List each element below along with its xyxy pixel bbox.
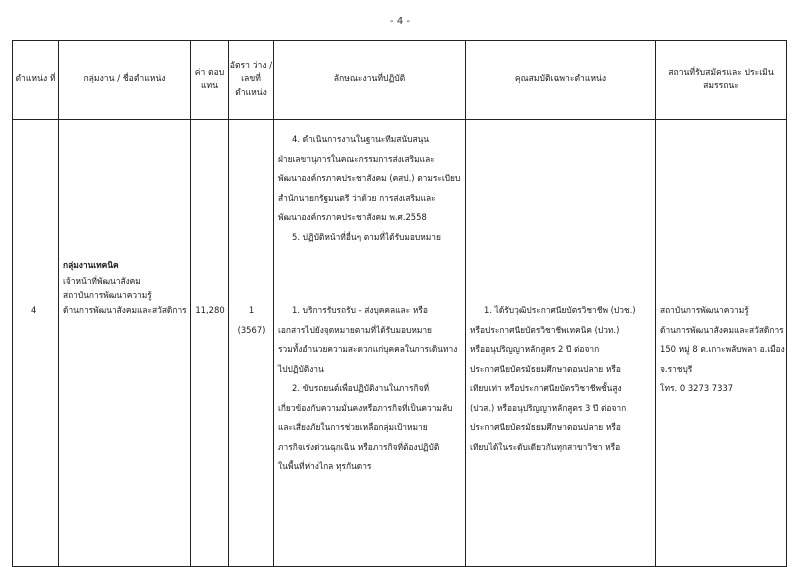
duty-line: ในพื้นที่ห่างไกล ทุรกันดาร <box>278 461 372 471</box>
duty-line: พัฒนาองค์กรภาคประชาสังคม พ.ศ.2558 <box>278 212 427 222</box>
duty-line: รวมทั้งอำนวยความสะดวกแก่บุคคลในการเดินทาง <box>278 344 458 354</box>
venue-cell <box>656 120 787 567</box>
qualification-line: (ปวส.) หรืออนุปริญญาหลักสูตร 3 ปี ต่อจาก <box>470 402 627 413</box>
duty-line: 2. ขับรถยนต์เพื่อปฏิบัติงานในภารกิจที่ <box>292 383 429 393</box>
qualification-line: หรือประกาศนียบัตรวิชาชีพเทคนิค (ปวท.) <box>470 324 620 335</box>
duty-line: ไปปฏิบัติงาน <box>278 363 324 374</box>
table-row <box>13 120 787 567</box>
qualification-line: เทียบได้ในระดับเดียวกันทุกสาขาวิชา หรือ <box>470 441 621 452</box>
vacancy-count: 1 <box>248 305 255 315</box>
duty-line: 4. ดำเนินการงานในฐานะทีมสนับสนุน <box>292 134 430 144</box>
qualification-line: หรืออนุปริญญาหลักสูตร 2 ปี ต่อจาก <box>470 344 600 354</box>
qualification-line: ประกาศนียบัตรมัธยมศึกษาตอนปลาย หรือ <box>470 422 621 432</box>
venue-line: โทร. 0 3273 7337 <box>660 383 734 393</box>
title-line: ด้านการพัฒนาสังคมและสวัสดิการ <box>63 304 187 315</box>
venue-line: สถาบันการพัฒนาความรู้ <box>660 305 749 315</box>
wage-cell <box>191 120 229 567</box>
duties-cell <box>274 120 466 567</box>
header-venue: สถานที่รับสมัครและ ประเมินสมรรถนะ <box>656 41 787 120</box>
duty-line: สำนักนายกรัฐมนตรี ว่าด้วย การส่งเสริมและ <box>278 192 436 203</box>
venue-line: จ.ราชบุรี <box>660 363 693 374</box>
table-header-row <box>13 41 787 120</box>
group-title-cell <box>59 120 191 567</box>
header-wage: ค่า ตอบ แทน <box>191 41 229 120</box>
group-name: กลุ่มงานเทคนิค <box>63 260 119 270</box>
page-number: - 4 - <box>390 16 410 27</box>
duty-line: 5. ปฏิบัติหน้าที่อื่นๆ ตามที่ได้รับมอบหมาย <box>292 231 441 242</box>
position-no: 4 <box>31 305 37 315</box>
duty-line: และเสี่ยงภัยในการช่วยเหลือกลุ่มเป้าหมาย <box>278 422 428 432</box>
vacancy-cell <box>229 120 274 567</box>
header-group-title: กลุ่มงาน / ชื่อตำแหน่ง <box>59 41 191 120</box>
wage-value: 11,280 <box>195 305 225 315</box>
duty-line: 1. บริการรับรถรับ - ส่งบุคคลและ หรือ <box>292 305 428 315</box>
duty-line: ฝ่ายเลขานุการในคณะกรรมการส่งเสริมและ <box>278 153 435 164</box>
position-no-cell <box>13 120 59 567</box>
title-line: เจ้าหน้าที่พัฒนาสังคม <box>63 275 141 286</box>
duty-line: เอกสารไปยังจุดหมายตามที่ได้รับมอบหมาย <box>278 324 432 335</box>
header-duties: ลักษณะงานที่ปฏิบัติ <box>274 41 466 120</box>
header-qualifications: คุณสมบัติเฉพาะตำแหน่ง <box>466 41 656 120</box>
duty-line: ภารกิจเร่งด่วนฉุกเฉิน หรือภารกิจที่ต้องปฏิบัติ <box>278 441 440 452</box>
qualification-line: 1. ได้รับวุฒิประกาศนียบัตรวิชาชีพ (ปวช.) <box>484 305 636 315</box>
header-position-no: ตำแหน่ง ที่ <box>13 41 59 120</box>
duty-line: เกี่ยวข้องกับความมั่นคงหรือภารกิจที่เป็นความลับ <box>278 402 453 413</box>
title-line: สถาบันการพัฒนาความรู้ <box>63 290 152 300</box>
qualification-line: ประกาศนียบัตรมัธยมศึกษาตอนปลาย หรือ <box>470 363 621 374</box>
header-vacancy: อัตรา ว่าง / เลขที่ ตำแหน่ง <box>229 41 274 120</box>
qualifications-cell <box>466 120 656 567</box>
vacancy-number: (3567) <box>237 325 266 335</box>
venue-line: 150 หมู่ 8 ต.เกาะพลับพลา อ.เมือง <box>660 344 785 354</box>
duty-line: พัฒนาองค์กรภาคประชาสังคม (คสป.) ตามระเบียบ <box>278 173 461 183</box>
venue-line: ด้านการพัฒนาสังคมและสวัสดิการ <box>660 324 784 335</box>
positions-table <box>12 40 787 567</box>
qualification-line: เทียบเท่า หรือประกาศนียบัตรวิชาชีพชั้นสูง <box>470 383 622 393</box>
